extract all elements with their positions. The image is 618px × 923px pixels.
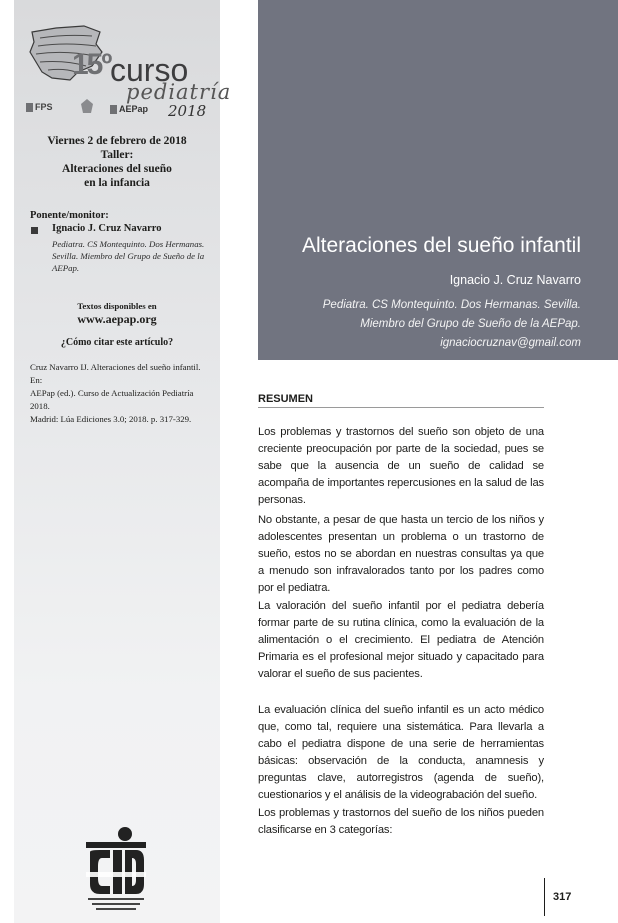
session-info (14, 134, 220, 190)
author-email[interactable]: ignaciocruznav@gmail.com (440, 337, 581, 349)
citation-line: Cruz Navarro IJ. Alteraciones del sueño infantil. En: (30, 362, 201, 385)
page-number-divider (544, 878, 545, 916)
article-header (258, 0, 618, 360)
cite-question: ¿Cómo citar este artículo? (60, 337, 174, 348)
paragraph: Los problemas y trastornos del sueño de los niños pueden clasificarse en 3 categorías: (258, 807, 544, 836)
session-title-line-2: en la infancia (84, 177, 150, 189)
fps-badge-icon (26, 103, 33, 112)
session-date: Viernes 2 de febrero de 2018 (47, 135, 187, 147)
ponente-role-line: AEPap. (52, 263, 80, 273)
comision-formacion-logo-icon (80, 826, 152, 916)
article-title: Alteraciones del sueño infantil (301, 234, 581, 257)
resumen-heading: RESUMEN (258, 393, 544, 408)
ponente-name: Ignacio J. Cruz Navarro (52, 223, 162, 234)
pediatria-word: pediatría (126, 80, 232, 104)
aepap-logo: AEPap (110, 104, 148, 114)
aepap-badge-icon (110, 105, 117, 114)
article-author: Ignacio J. Cruz Navarro (449, 273, 581, 287)
author-affiliation: Pediatra. CS Montequinto. Dos Hermanas. Sevilla. (322, 299, 581, 311)
citation-line: AEPap (ed.). Curso de Actualización Pediatría 2018. (30, 388, 194, 411)
course-logo (26, 18, 232, 120)
session-type: Taller: (100, 149, 134, 161)
page-number: 317 (553, 891, 572, 903)
bullet-square-icon (31, 227, 38, 234)
paragraph: La evaluación clínica del sueño infantil es un acto médico que, como tal, requiere una sistemática. Para llevarla a cabo el pediatra dispone de una serie de herramientas básicas: observación de la conducta, anamnesis y preguntas clave, autorregistros (agenda de sueño), cuestionarios y el análisis de la videograbación del sueño. (258, 704, 544, 801)
ponente-role (52, 238, 212, 274)
course-edition-number: 15º (72, 48, 111, 81)
citation-line: Madrid: Lúa Ediciones 3.0; 2018. p. 317-329. (30, 414, 192, 424)
course-word: curso (110, 52, 189, 88)
fps-logo: FPS (26, 102, 53, 112)
author-group: Miembro del Grupo de Sueño de la AEPap. (360, 318, 581, 330)
paragraph: No obstante, a pesar de que hasta un tercio de los niños y adolescentes presentan un problema o un trastorno de sueño, estos no se abordan en nuestras consultas ya que a menudo son infravalorados tanto por los padres como por el pediatra. (258, 514, 544, 594)
course-year: 2018 (168, 102, 207, 120)
textos-label: Textos disponibles en (77, 301, 157, 311)
paragraph: Los problemas y trastornos del sueño son objeto de una creciente preocupación por parte de la sociedad, pues se sabe que la ausencia de un sueño de calidad se acompaña de importantes repercusiones en la salud de las personas. (258, 426, 544, 506)
session-title-line-1: Alteraciones del sueño (62, 163, 172, 175)
sponsor-emblem-icon (80, 98, 94, 114)
ponente-label: Ponente/monitor: (30, 210, 109, 221)
paragraph: La valoración del sueño infantil por el pediatra debería formar parte de su rutina clínica, como la evaluación de la alimentación o el crecimiento. El pediatra de Atención Primaria es el profesional mejor situado y capacitado para valorar el sueño de sus pacientes. (258, 600, 544, 680)
citation (30, 361, 210, 426)
ponente-role-line: Pediatra. CS Montequinto. Dos Hermanas. (52, 239, 205, 249)
website-link[interactable]: www.aepap.org (77, 312, 157, 326)
ponente-role-line: Sevilla. Miembro del Grupo de Sueño de la (52, 251, 205, 261)
